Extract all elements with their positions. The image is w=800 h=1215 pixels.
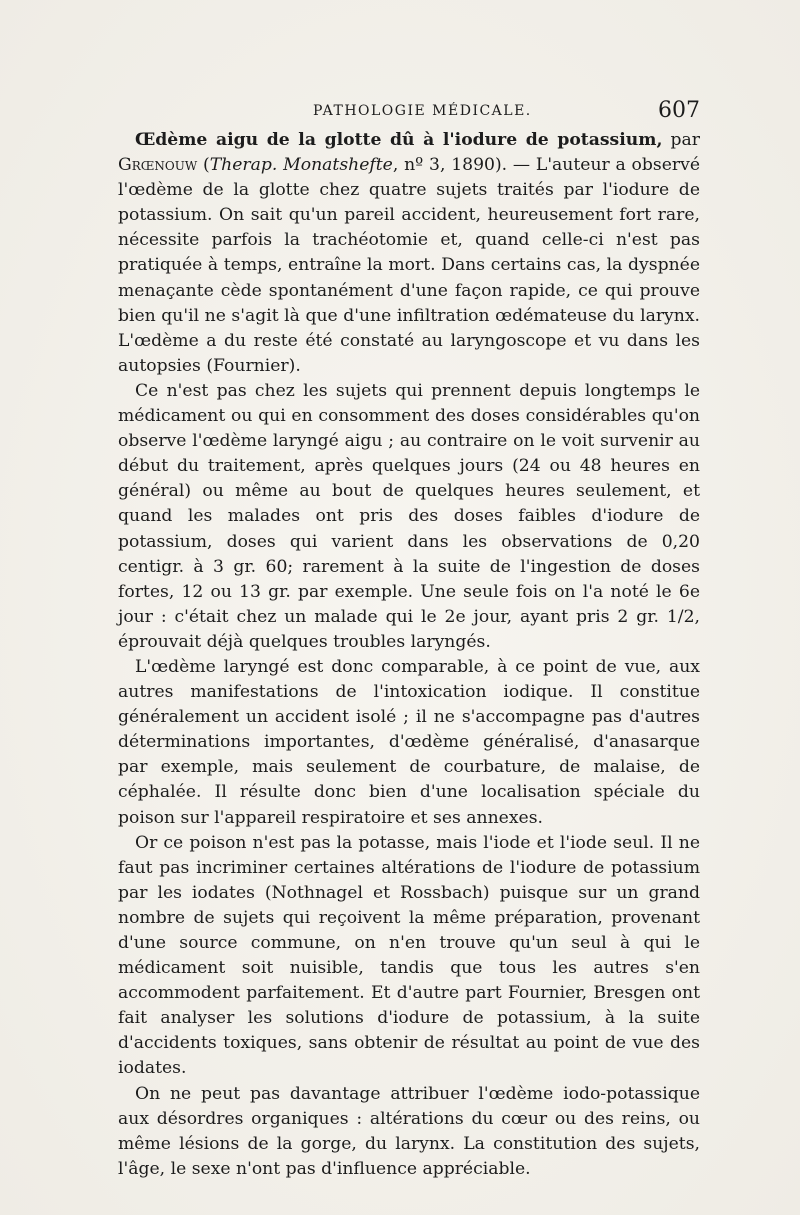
paragraph: Ce n'est pas chez les sujets qui prennent depuis longtemps le médicament ou qui en consomment des doses considérables qu'on observe l'œdème laryngé aigu ; au contraire on le voit survenir au début du traitement, après quelques jours (24 ou 48 heures en général) ou même au bout de quelques heures seulement, et quand les malades ont pris des doses faibles d'iodure de potassium, doses qui varient dans les observations de 0,20 centigr. à 3 gr. 60; rarement à la suite de l'ingestion de doses fortes, 12 ou 13 gr. par exemple. Une seule fois on l'a noté le 6e jour : c'était chez un malade qui le 2e jour, ayant pris 2 gr. 1/2, éprouvait déjà quelques troubles laryngés. — [118, 380, 700, 652]
paragraph: L'œdème laryngé est donc comparable, à ce point de vue, aux autres manifestations de l'intoxication iodique. Il constitue généralement un accident isolé ; il ne s'accompagne pas d'autres déterminations importantes, d'œdème généralisé, d'anasarque par exemple, mais seulement de courbature, de malaise, de céphalée. Il résulte donc bien d'une localisation spéciale du poison sur l'appareil respiratoire et ses annexes. — [118, 656, 700, 828]
paragraph: Or ce poison n'est pas la potasse, mais l'iode et l'iode seul. Il ne faut pas incriminer certaines altérations de l'iodure de potassium par les iodates (Nothnagel et Rossbach) puisque sur un grand nombre de sujets qui reçoivent la même préparation, provenant d'une source commune, on n'en trouve qu'un seul à qui le médicament soit nuisible, tandis que tous les autres s'en accommodent parfaitement. Et d'autre part Fournier, Bresgen ont fait analyser les solutions d'iodure de potassium, à la suite d'accidents toxiques, sans obtenir de résultat au point de vue des iodates. — [118, 832, 700, 1079]
page-number: 607 — [658, 98, 700, 123]
entry-title: Œdème aigu de la glotte dû à l'iodure de potassium, — [135, 130, 663, 150]
page-header — [118, 98, 700, 128]
citation-open: ( — [203, 155, 210, 176]
entry-by: par — [662, 130, 700, 150]
citation-journal: Therap. Monatshefte — [209, 155, 393, 176]
entry-paragraph — [118, 128, 700, 379]
running-head: PATHOLOGIE MÉDICALE. — [313, 103, 532, 119]
body-text — [118, 128, 700, 1182]
entry-author: Grœnouw — [118, 155, 198, 176]
entry-text: — L'auteur a observé l'œdème de la glotte chez quatre sujets traités par l'iodure de potassium. On sait qu'un pareil accident, heureusement fort rare, nécessite parfois la trachéotomie et, quand celle-ci n'est pas pratiquée à temps, entraîne la mort. Dans certains cas, la dyspnée menaçante cède spontanément d'une façon rapide, ce qui prouve bien qu'il ne s'agit là que d'une infiltration œdémateuse du larynx. L'œdème a du reste été constaté au laryngoscope et vu dans les autopsies (Fournier). — [118, 155, 700, 376]
citation-rest: , nº 3, 1890). — [392, 155, 508, 176]
paragraph: On ne peut pas davantage attribuer l'œdème iodo-potassique aux désordres organiques : altérations du cœur ou des reins, ou même lésions de la gorge, du larynx. La constitution des sujets, l'âge, le sexe n'ont pas d'influence appréciable. — [118, 1083, 700, 1179]
